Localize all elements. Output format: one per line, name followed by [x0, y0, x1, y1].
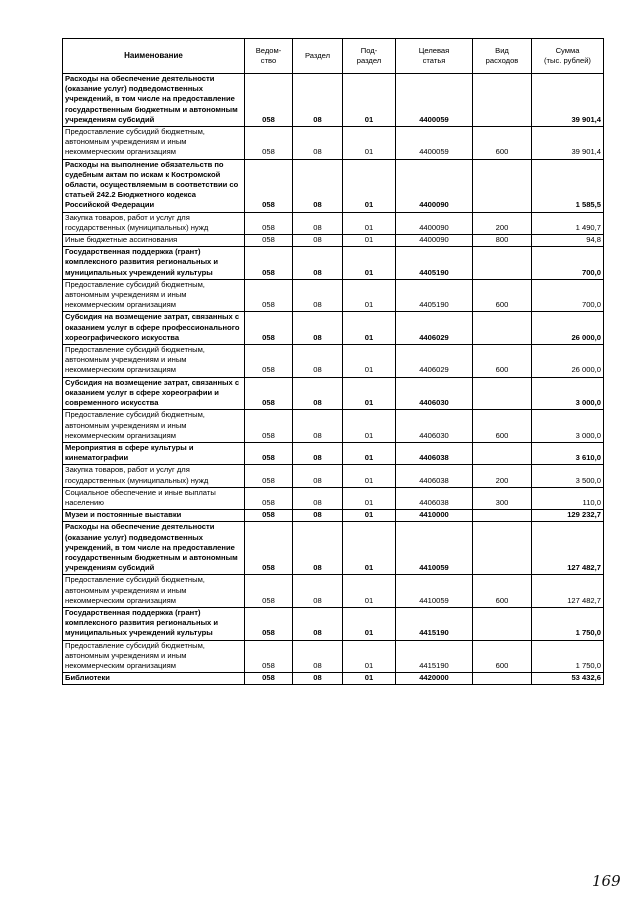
cell-expense	[473, 312, 532, 345]
cell-amount: 53 432,6	[532, 673, 604, 685]
cell-target: 4410000	[396, 510, 473, 522]
cell-expense: 600	[473, 575, 532, 608]
cell-section: 08	[293, 247, 343, 280]
cell-name: Закупка товаров, работ и услуг для государственных (муниципальных) нужд	[63, 212, 245, 234]
table-row	[63, 442, 604, 464]
cell-section: 08	[293, 510, 343, 522]
cell-amount: 700,0	[532, 247, 604, 280]
cell-amount: 26 000,0	[532, 345, 604, 378]
cell-target: 4406030	[396, 377, 473, 410]
header-section: Раздел	[293, 39, 343, 74]
table-row	[63, 74, 604, 127]
cell-expense	[473, 522, 532, 575]
cell-dept: 058	[245, 345, 293, 378]
cell-expense: 600	[473, 410, 532, 443]
cell-expense	[473, 247, 532, 280]
cell-dept: 058	[245, 510, 293, 522]
cell-amount: 39 901,4	[532, 127, 604, 160]
budget-table	[62, 38, 604, 685]
table-row	[63, 127, 604, 160]
cell-target: 4400090	[396, 235, 473, 247]
cell-section: 08	[293, 235, 343, 247]
cell-target: 4406038	[396, 487, 473, 509]
cell-amount: 127 482,7	[532, 575, 604, 608]
cell-expense	[473, 74, 532, 127]
cell-expense	[473, 377, 532, 410]
table-row	[63, 345, 604, 378]
cell-subsection: 01	[343, 607, 396, 640]
cell-target: 4420000	[396, 673, 473, 685]
cell-section: 08	[293, 640, 343, 673]
cell-section: 08	[293, 377, 343, 410]
cell-subsection: 01	[343, 442, 396, 464]
cell-amount: 94,8	[532, 235, 604, 247]
cell-name: Музеи и постоянные выставки	[63, 510, 245, 522]
cell-subsection: 01	[343, 673, 396, 685]
cell-subsection: 01	[343, 279, 396, 312]
cell-dept: 058	[245, 575, 293, 608]
cell-name: Расходы на выполнение обязательств по судебным актам по искам к Костромской области, осуществляемым в соответствии со статьей 242.2 Бюджетного кодекса Российской Федерации	[63, 159, 245, 212]
cell-expense: 200	[473, 212, 532, 234]
cell-section: 08	[293, 673, 343, 685]
cell-expense: 600	[473, 127, 532, 160]
cell-section: 08	[293, 74, 343, 127]
header-name: Наименование	[63, 39, 245, 74]
cell-amount: 1 750,0	[532, 640, 604, 673]
cell-name: Предоставление субсидий бюджетным, автономным учреждениям и иным некоммерческим организациям	[63, 575, 245, 608]
table-row	[63, 279, 604, 312]
table-row	[63, 410, 604, 443]
cell-name: Государственная поддержка (грант) комплексного развития региональных и муниципальных учреждений культуры	[63, 247, 245, 280]
cell-dept: 058	[245, 127, 293, 160]
cell-dept: 058	[245, 522, 293, 575]
cell-target: 4415190	[396, 640, 473, 673]
cell-name: Библиотеки	[63, 673, 245, 685]
cell-amount: 3 000,0	[532, 410, 604, 443]
cell-amount: 127 482,7	[532, 522, 604, 575]
cell-expense	[473, 673, 532, 685]
cell-amount: 3 000,0	[532, 377, 604, 410]
cell-dept: 058	[245, 279, 293, 312]
cell-target: 4410059	[396, 522, 473, 575]
cell-dept: 058	[245, 247, 293, 280]
cell-expense: 200	[473, 465, 532, 487]
cell-subsection: 01	[343, 127, 396, 160]
cell-target: 4405190	[396, 247, 473, 280]
cell-target: 4400090	[396, 159, 473, 212]
cell-name: Мероприятия в сфере культуры и кинематографии	[63, 442, 245, 464]
cell-subsection: 01	[343, 640, 396, 673]
cell-target: 4410059	[396, 575, 473, 608]
cell-amount: 129 232,7	[532, 510, 604, 522]
cell-target: 4415190	[396, 607, 473, 640]
table-row	[63, 522, 604, 575]
cell-section: 08	[293, 442, 343, 464]
cell-dept: 058	[245, 442, 293, 464]
cell-name: Иные бюджетные ассигнования	[63, 235, 245, 247]
cell-section: 08	[293, 127, 343, 160]
cell-name: Расходы на обеспечение деятельности (оказание услуг) подведомственных учреждений, в том числе на предоставление государственным бюджетным и автономным учреждениям субсидий	[63, 74, 245, 127]
cell-subsection: 01	[343, 377, 396, 410]
cell-subsection: 01	[343, 312, 396, 345]
cell-subsection: 01	[343, 510, 396, 522]
cell-name: Государственная поддержка (грант) комплексного развития региональных и муниципальных учреждений культуры	[63, 607, 245, 640]
cell-dept: 058	[245, 312, 293, 345]
cell-expense: 800	[473, 235, 532, 247]
cell-subsection: 01	[343, 410, 396, 443]
cell-subsection: 01	[343, 74, 396, 127]
cell-section: 08	[293, 312, 343, 345]
header-row	[63, 39, 604, 74]
header-amount: Сумма (тыс. рублей)	[532, 39, 604, 74]
cell-section: 08	[293, 212, 343, 234]
header-target: Целевая статья	[396, 39, 473, 74]
cell-name: Субсидия на возмещение затрат, связанных с оказанием услуг в сфере хореографии и современного искусства	[63, 377, 245, 410]
cell-dept: 058	[245, 159, 293, 212]
cell-dept: 058	[245, 673, 293, 685]
cell-section: 08	[293, 465, 343, 487]
cell-amount: 39 901,4	[532, 74, 604, 127]
cell-subsection: 01	[343, 212, 396, 234]
table-row	[63, 377, 604, 410]
cell-dept: 058	[245, 607, 293, 640]
cell-target: 4406038	[396, 465, 473, 487]
cell-expense: 300	[473, 487, 532, 509]
cell-dept: 058	[245, 235, 293, 247]
cell-amount: 3 500,0	[532, 465, 604, 487]
cell-expense	[473, 607, 532, 640]
cell-expense	[473, 159, 532, 212]
table-row	[63, 465, 604, 487]
table-row	[63, 312, 604, 345]
table-row	[63, 247, 604, 280]
cell-name: Субсидия на возмещение затрат, связанных с оказанием услуг в сфере профессионального хореографического искусства	[63, 312, 245, 345]
table-row	[63, 487, 604, 509]
cell-subsection: 01	[343, 575, 396, 608]
cell-amount: 1 585,5	[532, 159, 604, 212]
cell-subsection: 01	[343, 235, 396, 247]
cell-dept: 058	[245, 212, 293, 234]
header-expense: Вид расходов	[473, 39, 532, 74]
cell-name: Социальное обеспечение и иные выплаты населению	[63, 487, 245, 509]
cell-dept: 058	[245, 465, 293, 487]
cell-subsection: 01	[343, 465, 396, 487]
cell-dept: 058	[245, 410, 293, 443]
cell-subsection: 01	[343, 345, 396, 378]
table-row	[63, 607, 604, 640]
table-row	[63, 159, 604, 212]
table-row	[63, 640, 604, 673]
cell-dept: 058	[245, 640, 293, 673]
cell-section: 08	[293, 345, 343, 378]
cell-section: 08	[293, 487, 343, 509]
table-row	[63, 212, 604, 234]
header-subsection: Под- раздел	[343, 39, 396, 74]
header-dept: Ведом- ство	[245, 39, 293, 74]
cell-name: Предоставление субсидий бюджетным, автономным учреждениям и иным некоммерческим организациям	[63, 410, 245, 443]
cell-expense: 600	[473, 640, 532, 673]
cell-expense	[473, 510, 532, 522]
page-number: 169	[592, 872, 621, 890]
cell-section: 08	[293, 159, 343, 212]
cell-section: 08	[293, 279, 343, 312]
table-body	[63, 74, 604, 685]
cell-target: 4406029	[396, 312, 473, 345]
cell-amount: 110,0	[532, 487, 604, 509]
cell-name: Расходы на обеспечение деятельности (оказание услуг) подведомственных учреждений, в том числе на предоставление государственным бюджетным и автономным учреждениям субсидий	[63, 522, 245, 575]
cell-subsection: 01	[343, 487, 396, 509]
cell-name: Предоставление субсидий бюджетным, автономным учреждениям и иным некоммерческим организациям	[63, 345, 245, 378]
cell-name: Предоставление субсидий бюджетным, автономным учреждениям и иным некоммерческим организациям	[63, 640, 245, 673]
cell-dept: 058	[245, 377, 293, 410]
cell-subsection: 01	[343, 522, 396, 575]
cell-target: 4406030	[396, 410, 473, 443]
cell-section: 08	[293, 410, 343, 443]
cell-subsection: 01	[343, 247, 396, 280]
cell-target: 4400059	[396, 127, 473, 160]
cell-section: 08	[293, 607, 343, 640]
cell-dept: 058	[245, 487, 293, 509]
cell-amount: 26 000,0	[532, 312, 604, 345]
cell-target: 4405190	[396, 279, 473, 312]
cell-target: 4406038	[396, 442, 473, 464]
cell-amount: 700,0	[532, 279, 604, 312]
table-row	[63, 673, 604, 685]
table-row	[63, 235, 604, 247]
cell-name: Предоставление субсидий бюджетным, автономным учреждениям и иным некоммерческим организациям	[63, 279, 245, 312]
cell-subsection: 01	[343, 159, 396, 212]
cell-target: 4400059	[396, 74, 473, 127]
cell-section: 08	[293, 575, 343, 608]
cell-amount: 3 610,0	[532, 442, 604, 464]
cell-name: Закупка товаров, работ и услуг для государственных (муниципальных) нужд	[63, 465, 245, 487]
cell-target: 4400090	[396, 212, 473, 234]
cell-dept: 058	[245, 74, 293, 127]
cell-expense: 600	[473, 345, 532, 378]
table-row	[63, 510, 604, 522]
cell-target: 4406029	[396, 345, 473, 378]
cell-amount: 1 750,0	[532, 607, 604, 640]
table-row	[63, 575, 604, 608]
cell-expense	[473, 442, 532, 464]
cell-name: Предоставление субсидий бюджетным, автономным учреждениям и иным некоммерческим организациям	[63, 127, 245, 160]
cell-amount: 1 490,7	[532, 212, 604, 234]
cell-section: 08	[293, 522, 343, 575]
cell-expense: 600	[473, 279, 532, 312]
